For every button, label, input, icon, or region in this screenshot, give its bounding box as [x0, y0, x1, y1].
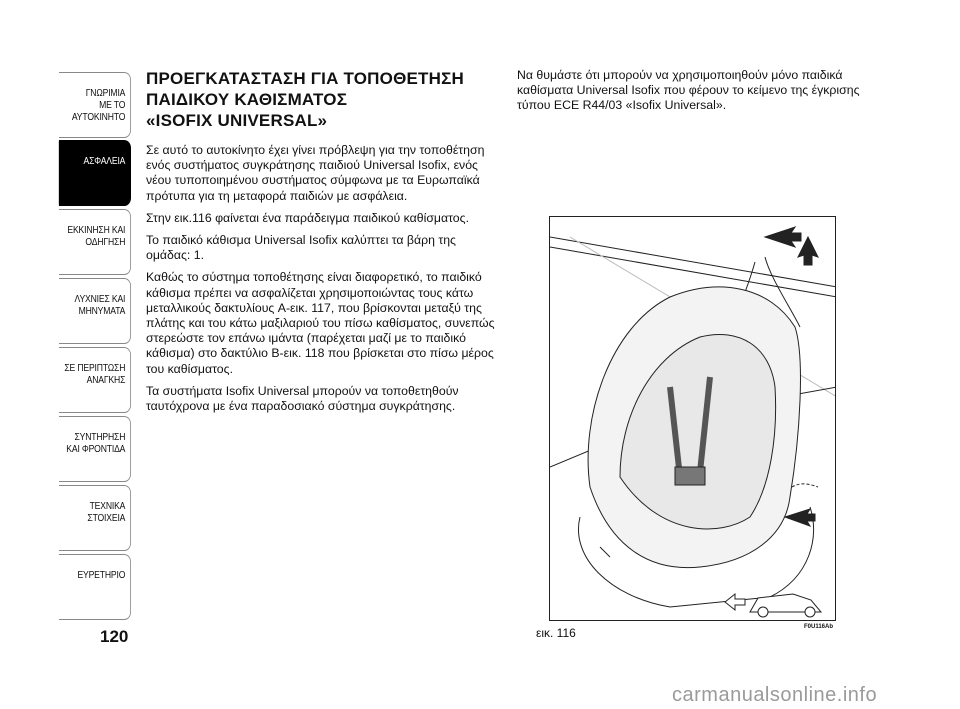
tab-maintenance[interactable]: ΣΥΝΤΗΡΗΣΗ ΚΑΙ ΦΡΟΝΤΙΔΑ — [59, 416, 131, 482]
watermark: carmanualsonline.info — [672, 684, 878, 706]
tab-emergency[interactable]: ΣΕ ΠΕΡΙΠΤΩΣΗ ΑΝΑΓΚΗΣ — [59, 347, 131, 413]
right-text-column — [517, 68, 867, 121]
page-number: 120 — [100, 627, 129, 646]
figure-caption: εικ. 116 — [536, 626, 576, 640]
tab-technical-data[interactable]: ΤΕΧΝΙΚΑ ΣΤΟΙΧΕΙΑ — [59, 485, 131, 551]
tab-index[interactable]: ΕΥΡΕΤΗΡΙΟ — [59, 554, 131, 620]
child-seat-drawing — [550, 217, 836, 621]
tab-safety[interactable]: ΑΣΦΑΛΕΙΑ — [59, 140, 131, 206]
paragraph: Καθώς το σύστημα τοποθέτησης είναι διαφορετικό, το παιδικό κάθισμα πρέπει να ασφαλίζεται χρησιμοποιώντας τους κάτω μεταλλικούς δακτυλίους A-εικ. 117, που βρίσκονται μεταξύ της πλάτης και του κάτω μαξιλαριού του πίσω καθίσματος, συνεπώς στερεώστε τον επάνω ιμάντα (παρέχεται μαζί με το παιδικό κάθισμα) στο δακτύλιο B-εικ. 118 που βρίσκεται στο πίσω μέρος του καθίσματος. — [146, 270, 495, 376]
tab-lights-messages[interactable]: ΛΥΧΝΙΕΣ ΚΑΙ ΜΗΝΥΜΑΤΑ — [59, 278, 131, 344]
figure-code: F0U116Ab — [804, 624, 834, 630]
paragraph: Τα συστήματα Isofix Universal μπορούν να τοποθετηθούν ταυτόχρονα με ένα παραδοσιακό σύστημα συγκράτησης. — [146, 383, 459, 414]
section-title: ΠΡΟΕΓΚΑΤΑΣΤΑΣΗ ΓΙΑ ΤΟΠΟΘΕΤΗΣΗ ΠΑΙΔΙΚΟΥ ΚΑΘΙΣΜΑΤΟΣ «ISOFIX UNIVERSAL» — [146, 69, 464, 130]
tab-getting-to-know-car[interactable]: ΓΝΩΡΙΜΙΑ ΜΕ ΤΟ ΑΥΤΟΚΙΝΗΤΟ — [59, 72, 131, 138]
main-text-column — [146, 68, 498, 421]
tab-starting-driving[interactable]: ΕΚΚΙΝΗΣΗ ΚΑΙ ΟΔΗΓΗΣΗ — [59, 209, 131, 275]
paragraph: Το παιδικό κάθισμα Universal Isofix καλύπτει τα βάρη της ομάδας: 1. — [146, 233, 456, 263]
paragraph: Σε αυτό το αυτοκίνητο έχει γίνει πρόβλεψη για την τοποθέτηση ενός συστήματος συγκράτησης παιδιού Universal Isofix, ενός νέου τυποποιημένου συστήματος σύμφωνα με τα Ευρωπαϊκά πρότυπα για τη μεταφορά παιδιών με ασφάλεια. — [146, 143, 485, 203]
paragraph: Στην εικ.116 φαίνεται ένα παράδειγμα παιδικού καθίσματος. — [146, 210, 469, 225]
child-seat-illustration — [549, 216, 836, 621]
note-paragraph: Να θυμάστε ότι μπορούν να χρησιμοποιηθούν μόνο παιδικά καθίσματα Universal Isofix που φέρουν το κείμενο της έγκρισης τύπου ECE R44/03 «Isofix Universal». — [517, 68, 860, 113]
